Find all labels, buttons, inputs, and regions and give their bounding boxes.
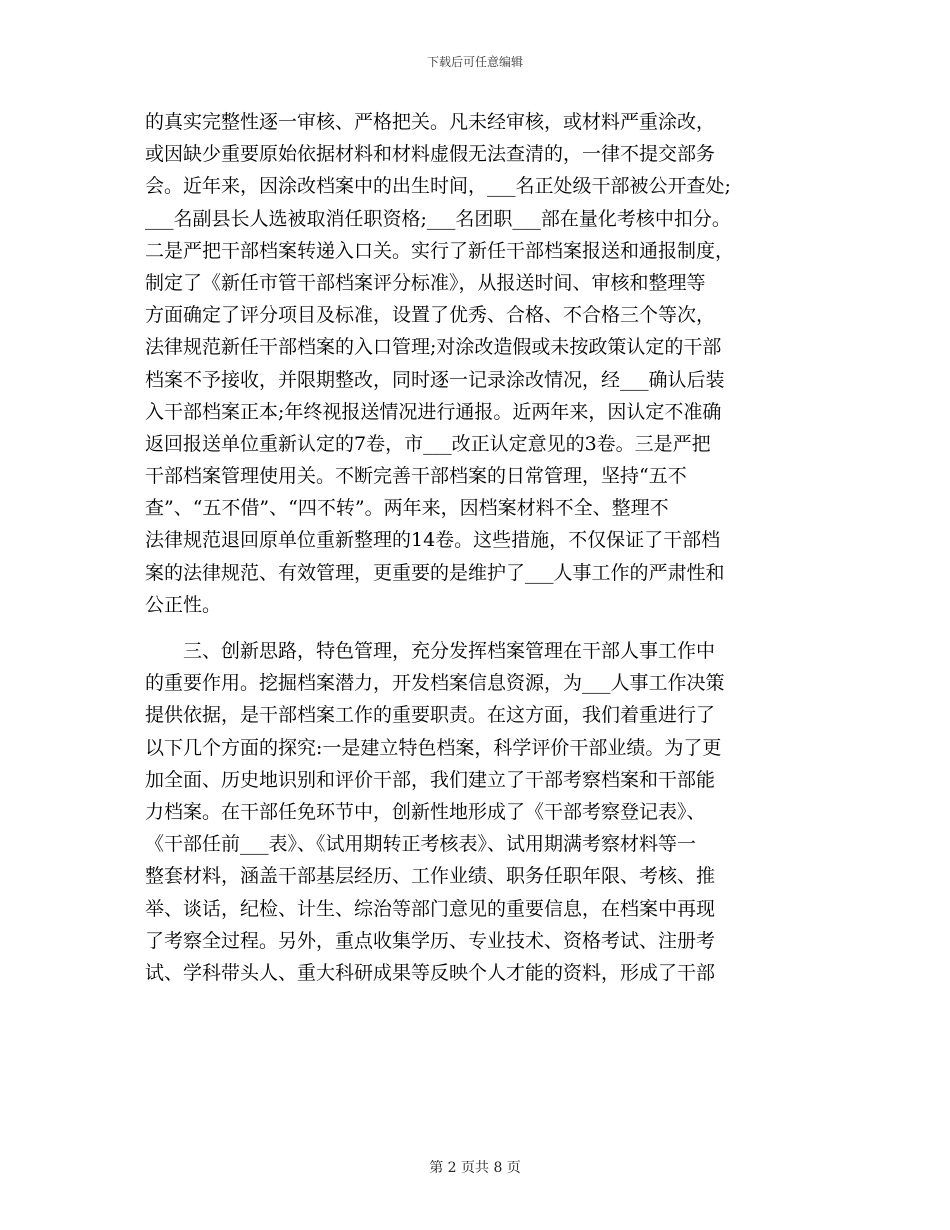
text-line: 举、谈话，纪检、计生、综治等部门意见的重要信息，在档案中再现	[145, 897, 716, 920]
text-line: 提供依据，是干部档案工作的重要职责。在这方面，我们着重进行了	[145, 704, 716, 727]
text-line: 三、创新思路，特色管理，充分发挥档案管理在干部人事工作中	[145, 640, 716, 662]
text-line: 二是严把干部档案转递入口关。实行了新任干部档案报送和通报制度，	[145, 239, 735, 262]
text-line: 《干部任前___表》、《试用期转正考核表》、试用期满考察材料等一	[145, 833, 697, 856]
paragraph-gap	[145, 621, 815, 635]
text-line: 以下几个方面的探究:一是建立特色档案，科学评价干部业绩。为了更	[145, 736, 722, 759]
text-line: 的真实完整性逐一审核、严格把关。凡未经审核，或材料严重涂改，	[145, 111, 716, 133]
text-line: 法律规范新任干部档案的入口管理;对涂改造假或未按政策认定的干部	[145, 336, 722, 359]
text-line: 试、学科带头人、重大科研成果等反映个人才能的资料，形成了干部	[145, 961, 716, 984]
text-line: 加全面、历史地识别和评价干部，我们建立了干部考察档案和干部能	[145, 768, 716, 791]
text-line: 会。近年来，因涂改档案中的出生时间，___名正处级干部被公开查处;	[145, 175, 731, 198]
body-text	[145, 106, 815, 989]
text-line: ___名副县长人选被取消任职资格;___名团职___部在量化考核中扣分。	[145, 207, 731, 230]
text-line: 档案不予接收，并限期整改，同时逐一记录涂改情况，经___确认后装	[145, 368, 725, 391]
text-line: 查”、“五不借”、“四不转”。两年来，因档案材料不全、整理不	[145, 497, 669, 520]
text-line: 干部档案管理使用关。不断完善干部档案的日常管理，坚持“五不	[145, 465, 687, 488]
text-line: 法律规范退回原单位重新整理的14卷。这些措施，不仅保证了干部档	[145, 529, 721, 552]
text-line: 了考察全过程。另外，重点收集学历、专业技术、资格考试、注册考	[145, 929, 716, 952]
text-line: 方面确定了评分项目及标准，设置了优秀、合格、不合格三个等次，	[145, 304, 716, 327]
text-line: 制定了《新任市管干部档案评分标准》，从报送时间、审核和整理等	[145, 271, 706, 294]
text-line: 或因缺少重要原始依据材料和材料虚假无法查清的，一律不提交部务	[145, 143, 716, 166]
text-line: 力档案。在干部任免环节中，创新性地形成了《干部考察登记表》、	[145, 800, 706, 823]
text-line: 的重要作用。挖掘档案潜力，开发档案信息资源，为___人事工作决策	[145, 672, 725, 695]
text-line: 案的法律规范、有效管理，更重要的是维护了___人事工作的严肃性和	[145, 561, 725, 584]
text-line: 整套材料，涵盖干部基层经历、工作业绩、职务任职年限、考核、推	[145, 865, 716, 888]
page-number: 第 2 页共 8 页	[429, 1160, 521, 1176]
page-header: 下载后可任意编辑	[426, 55, 523, 69]
text-line: 入干部档案正本;年终视报送情况进行通报。近两年来，因认定不准确	[145, 400, 722, 423]
text-line: 公正性。	[145, 593, 222, 616]
text-line: 返回报送单位重新认定的7卷，市___改正认定意见的3卷。三是严把	[145, 432, 711, 455]
